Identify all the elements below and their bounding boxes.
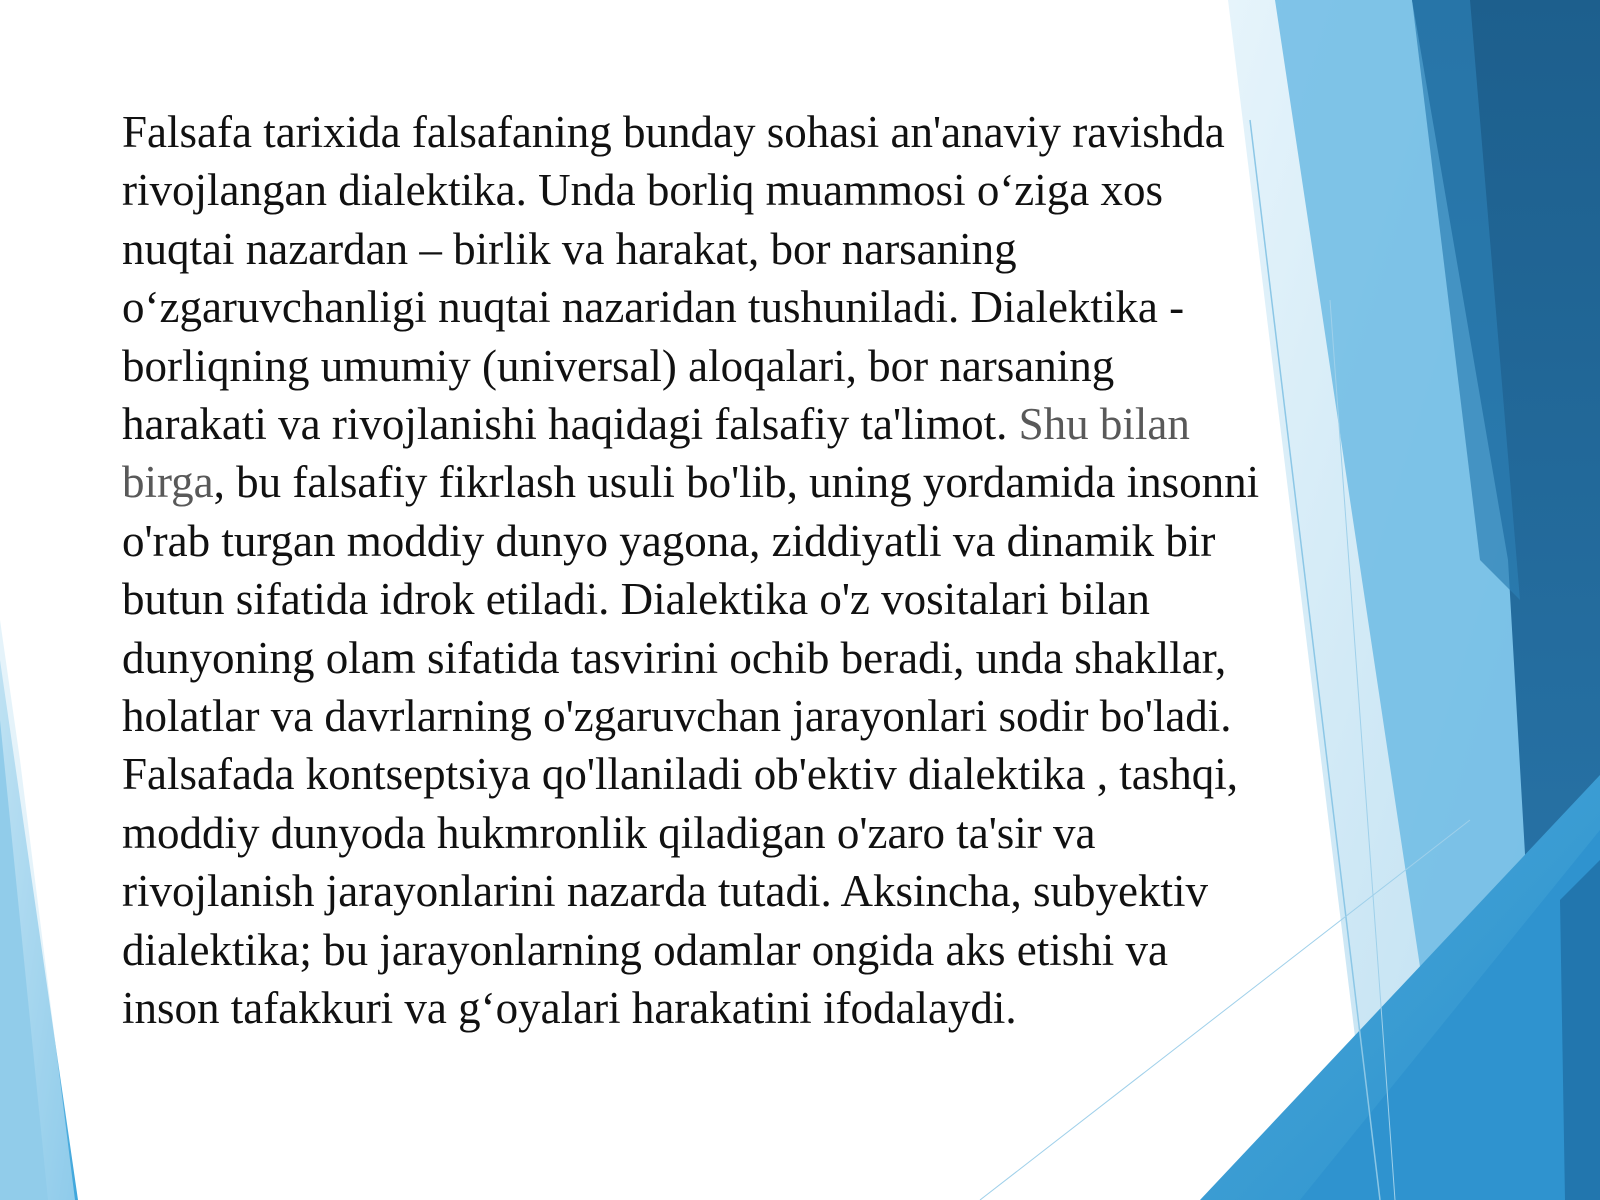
body-line-1: Falsafa tarixida falsafaning bunday sohasi an'anaviy ravishda xyxy=(122,107,1225,157)
body-line-15: dialektika; bu jarayonlarning odamlar ongida aks etishi va xyxy=(122,924,1168,975)
body-paragraph xyxy=(122,103,1422,1038)
body-line-9: butun sifatida idrok etiladi. Dialektika o'z vositalari bilan xyxy=(122,574,1150,625)
body-line-6 xyxy=(122,395,1422,453)
body-line-12: Falsafada kontseptsiya qo'llaniladi ob'ektiv dialektika , tashqi, xyxy=(122,749,1238,800)
body-line-6-main: harakati va rivojlanishi haqidagi falsafiy ta'limot. xyxy=(122,399,1019,450)
body-line-4: o‘zgaruvchanligi nuqtai nazaridan tushuniladi. Dialektika - xyxy=(122,282,1185,333)
body-line-8: o'rab turgan moddiy dunyo yagona, ziddiyatli va dinamik bir xyxy=(122,515,1216,566)
body-line-13: moddiy dunyoda hukmronlik qiladigan o'zaro ta'sir va xyxy=(122,807,1096,858)
body-line-16: inson tafakkuri va g‘oyalari harakatini ifodalaydi. xyxy=(122,983,1017,1034)
body-line-2: rivojlangan dialektika. Unda borliq muammosi o‘ziga xos xyxy=(122,165,1164,216)
body-line-14: rivojlanish jarayonlarini nazarda tutadi. Aksincha, subyektiv xyxy=(122,866,1208,917)
body-line-3: nuqtai nazardan – birlik va harakat, bor narsaning xyxy=(122,223,1017,274)
body-line-6-muted: Shu bilan xyxy=(1018,399,1190,450)
body-line-7 xyxy=(122,453,1422,511)
body-line-7-muted: birga xyxy=(122,457,214,508)
body-line-10: dunyoning olam sifatida tasvirini ochib beradi, unda shakllar, xyxy=(122,632,1227,683)
body-line-11: holatlar va davrlarning o'zgaruvchan jarayonlari sodir bo'ladi. xyxy=(122,691,1232,742)
facet-deep-edge xyxy=(1560,860,1600,1200)
facet-left-pale xyxy=(0,620,75,1200)
body-line-7-main: , bu falsafiy fikrlash usuli bo'lib, uning yordamida insonni xyxy=(213,457,1260,508)
body-line-5: borliqning umumiy (universal) aloqalari, bor narsaning xyxy=(122,340,1115,391)
